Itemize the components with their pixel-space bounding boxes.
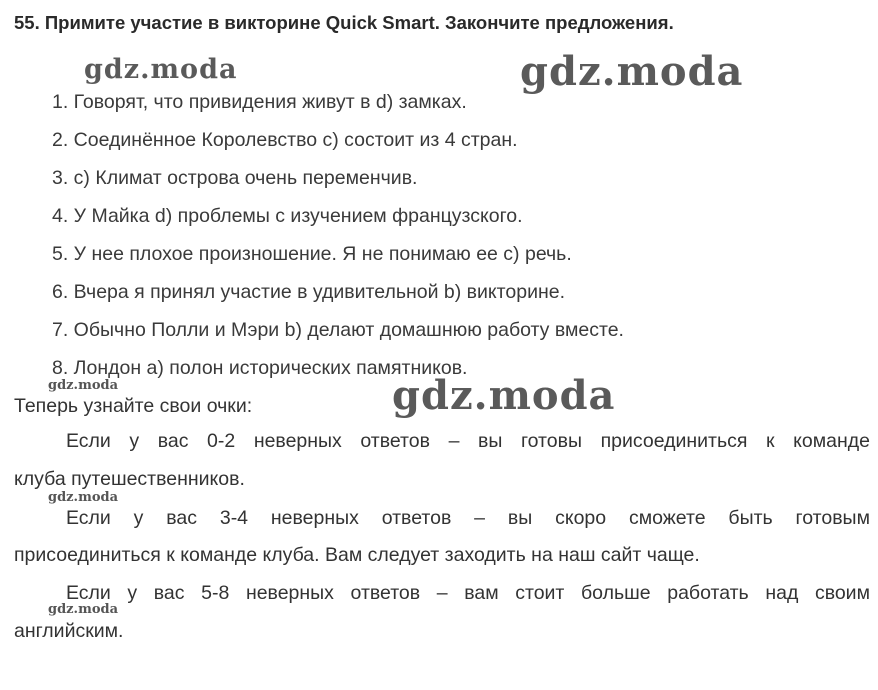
word: скоро bbox=[555, 507, 607, 529]
word: у bbox=[129, 430, 140, 452]
word: сможете bbox=[628, 507, 706, 529]
word: Если bbox=[66, 582, 111, 604]
word: вы bbox=[507, 507, 533, 529]
list-item: 3. с) Климат острова очень переменчив. bbox=[52, 167, 418, 189]
word: стоит bbox=[515, 582, 565, 604]
score-2-line1 bbox=[66, 582, 870, 605]
list-item: 6. Вчера я принял участие в удивительной b) викторине. bbox=[52, 281, 565, 303]
word: Если bbox=[66, 430, 111, 452]
word: вас bbox=[157, 430, 189, 452]
list-item: 8. Лондон а) полон исторических памятников. bbox=[52, 357, 468, 379]
score-0-line1 bbox=[66, 430, 870, 453]
score-1-line1 bbox=[66, 507, 870, 530]
word: Если bbox=[66, 507, 111, 529]
word: у bbox=[133, 507, 144, 529]
watermark: gdz.moda bbox=[392, 372, 616, 419]
word: неверных bbox=[253, 430, 342, 452]
word: неверных bbox=[245, 582, 334, 604]
word: готовы bbox=[520, 430, 582, 452]
word: у bbox=[127, 582, 138, 604]
word: вас bbox=[166, 507, 197, 529]
watermark: gdz.moda bbox=[48, 602, 119, 617]
word: – bbox=[436, 582, 448, 604]
word: вы bbox=[478, 430, 503, 452]
word: присоединиться bbox=[600, 430, 748, 452]
list-item: 7. Обычно Полли и Мэри b) делают домашнюю работу вместе. bbox=[52, 319, 624, 341]
answers-list bbox=[52, 90, 624, 394]
list-item: 4. У Майка d) проблемы с изучением французского. bbox=[52, 205, 523, 227]
word: вас bbox=[153, 582, 185, 604]
word: команде bbox=[793, 430, 870, 452]
watermark: gdz.moda bbox=[48, 490, 119, 505]
list-item: 2. Соединённое Королевство с) состоит из 4 стран. bbox=[52, 129, 518, 151]
word: – bbox=[474, 507, 486, 529]
word: неверных bbox=[270, 507, 359, 529]
score-2-line2: английским. bbox=[14, 620, 124, 642]
word: своим bbox=[814, 582, 870, 604]
word: 0-2 bbox=[207, 430, 236, 452]
word: больше bbox=[580, 582, 651, 604]
word: ответов bbox=[350, 582, 421, 604]
word: быть bbox=[728, 507, 773, 529]
word: над bbox=[765, 582, 799, 604]
watermark: gdz.moda bbox=[84, 54, 238, 85]
word: ответов bbox=[381, 507, 452, 529]
word: 5-8 bbox=[201, 582, 230, 604]
word: вам bbox=[464, 582, 499, 604]
score-0-line2: клуба путешественников. bbox=[14, 468, 245, 490]
watermark: gdz.moda bbox=[520, 48, 744, 95]
word: к bbox=[766, 430, 775, 452]
list-item: 5. У нее плохое произношение. Я не понимаю ее с) речь. bbox=[52, 243, 572, 265]
exercise-title: 55. Примите участие в викторине Quick Smart. Закончите предложения. bbox=[14, 12, 674, 33]
word: – bbox=[448, 430, 460, 452]
list-item: 1. Говорят, что привидения живут в d) замках. bbox=[52, 91, 467, 113]
score-1-line2: присоединиться к команде клуба. Вам следует заходить на наш сайт чаще. bbox=[14, 544, 700, 566]
score-intro: Теперь узнайте свои очки: bbox=[14, 395, 253, 417]
word: ответов bbox=[360, 430, 430, 452]
watermark: gdz.moda bbox=[48, 378, 119, 393]
word: готовым bbox=[795, 507, 870, 529]
word: работать bbox=[667, 582, 749, 604]
word: 3-4 bbox=[219, 507, 249, 529]
